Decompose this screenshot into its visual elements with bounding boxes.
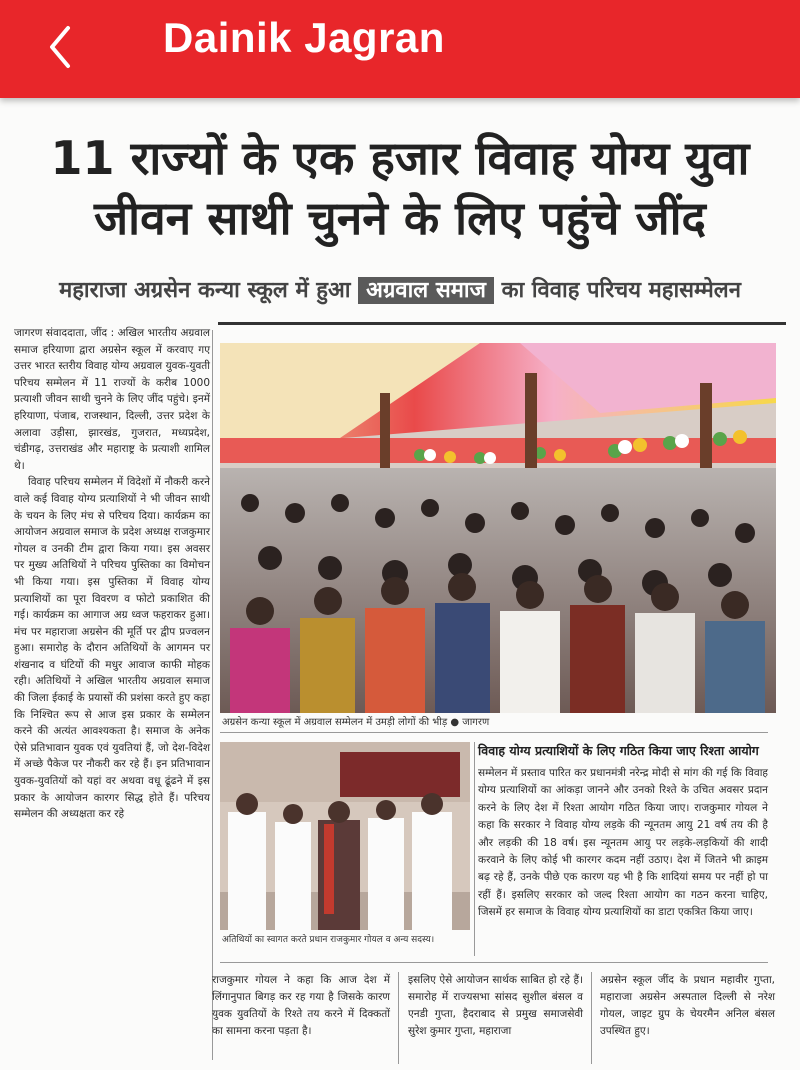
subheadline [0, 274, 800, 304]
back-button[interactable] [36, 22, 86, 72]
welcome-photo [220, 742, 470, 930]
paragraph: राजकुमार गोयल ने कहा कि आज देश में लिंगानुपात बिगड़ कर रह गया है जिसके कारण युवक युवतियों के रिश्ते तय करने में दिक्कतों का सामना करना पड़ता है। [212, 974, 390, 1037]
crowd-photo-illustration [220, 343, 776, 713]
column-divider [474, 742, 475, 956]
crowd-photo [220, 343, 776, 713]
subhead-before: महाराजा अग्रसेन कन्या स्कूल में हुआ [59, 278, 351, 303]
photo-caption: अतिथियों का स्वागत करते प्रधान राजकुमार गोयल व अन्य सदस्य। [222, 935, 435, 945]
bottom-column-1 [212, 972, 390, 1040]
paragraph: अग्रसेन स्कूल जींद के प्रधान महावीर गुप्ता, महाराजा अग्रसेन अस्पताल दिल्ली से नरेश गोयल, जाइट ग्रुप के चेयरमैन अनिल बंसल उपस्थित हुए। [600, 974, 775, 1037]
bottom-column-3 [600, 972, 775, 1040]
column-divider [398, 972, 399, 1064]
subhead-highlight: अग्रवाल समाज [358, 277, 494, 304]
paragraph: इसलिए ऐसे आयोजन सार्थक साबित हो रहे हैं। समारोह में राज्यसभा सांसद सुशील बंसल व एनडी गुप्ता, हैदराबाद से प्रमुख समाजसेवी सुरेश कुमार गुप्ता, महाराजा [408, 974, 583, 1037]
sidebar-body: सम्मेलन में प्रस्ताव पारित कर प्रधानमंत्री नरेन्द्र मोदी से मांग की गई कि विवाह योग्य प्रत्याशियों का आंकड़ा जानने और उनको रिश्ते के उचित अवसर प्रदान करने के लिए देश में रिश्ता आयोग गठित किया जाए। राजकुमार गोयल ने कहा कि सरकार ने विवाह योग्य लड़के की न्यूनतम आयु 21 वर्ष तय की है और लड़की की 18 वर्ष। इस न्यूनतम आयु पर लड़के-लड़कियों की शादी करवाने के लिए कोई भी कारगर कदम नहीं उठाए। देश में जितने भी क्राइम बढ़ रहे हैं, उनके पीछे एक कारण यह भी है कि शादियां समय पर नहीं हो पा रहीं हैं। इसलिए सरकार को जल्द रिश्ता आयोग का गठन करना चाहिए, जिसमें हर समाज के विवाह योग्य प्रत्याशियों का डाटा एकत्रित किया जाए। [478, 767, 768, 919]
column-divider [591, 972, 592, 1064]
app-bar [0, 0, 800, 98]
sidebar-title: विवाह योग्य प्रत्याशियों के लिए गठित किया जाए रिश्ता आयोग [478, 743, 759, 758]
bottom-column-2 [408, 972, 583, 1040]
welcome-photo-illustration [220, 742, 470, 930]
headline-line-1: 11 राज्यों के एक हजार विवाह योग्य युवा [50, 131, 750, 185]
subhead-after: का विवाह परिचय महासम्मेलन [501, 278, 741, 303]
sidebar-story [478, 742, 768, 958]
photo-caption: अग्रसेन कन्या स्कूल में अग्रवाल सम्मेलन में उमड़ी लोगों की भीड़ ● जागरण [222, 717, 490, 728]
headline-line-2: जीवन साथी चुनने के लिए पहुंचे जींद [94, 191, 706, 245]
chevron-left-icon [36, 22, 86, 72]
caption-divider [220, 732, 768, 733]
paragraph: विवाह परिचय सम्मेलन में विदेशों में नौकरी करने वाले कई विवाह योग्य प्रत्याशियों ने भी जीवन साथी के चयन के लिए मंच से परिचय दिया। कार्यक्रम का आयोजन अग्रवाल समाज के प्रदेश अध्यक्ष राजकुमार गोयल व उनकी टीम द्वारा किया गया। इस अवसर पर मुख्य अतिथियों ने परिचय पुस्तिका का विमोचन भी किया गया। इस पुस्तिका में विवाह योग्य प्रत्याशियों का पूरा विवरण व फोटो प्रकाशित की गई। कार्यक्रम का आगाज अग्र ध्वज फहराकर हुआ। मंच पर महाराजा अग्रसेन की मूर्ति पर द्वीप प्रज्वलन हुआ। समारोह के दौरान अतिथियों के आगमन पर शंखनाद व घंटियों की मधुर आवाज काफी मोहक रही। अतिथियों ने अखिल भारतीय अग्रवाल समाज की जिला ईकाई के प्रयासों की प्रशंसा करते हुए कहा कि निश्चित रूप से आज इस प्रकार के सम्मेलन करने की अत्यंत आवश्यकता है। समाज के अनेक ऐसे प्रतिभावान युवक एवं युवतियां हैं, जो देश-विदेश में अच्छे पैकेज पर नौकरी कर रहे हैं। इन प्रतिभावान युवक-युवतियों को यहां वर अथवा वधू ढूंढने में इस प्रकार के आयोजन कारगर सिद्ध होते हैं। परिचय सम्मेलन की अध्यक्षता कर रहे [14, 476, 210, 821]
bottom-divider [220, 962, 768, 963]
left-column-text [14, 325, 210, 823]
app-title: Dainik Jagran [163, 14, 445, 61]
paragraph: जागरण संवाददाता, जींद : अखिल भारतीय अग्रवाल समाज हरियाणा द्वारा अग्रसेन स्कूल में करवाए गए उत्तर भारत स्तरीय विवाह योग्य अग्रवाल युवक-युवती परिचय सम्मेलन में 11 राज्यों के करीब 1000 प्रत्याशी जीवन साथी चुनने के लिए जींद पहुंचे। इनमें हरियाणा, पंजाब, राजस्थान, दिल्ली, उत्तर प्रदेश के अलावा उड़ीसा, झारखंड, गुजरात, मध्यप्रदेश, चंडीगढ़, उत्तराखंड और महाराष्ट्र के प्रत्याशी शामिल थे। [14, 327, 210, 472]
section-rule [218, 322, 786, 325]
column-divider [212, 330, 213, 1060]
